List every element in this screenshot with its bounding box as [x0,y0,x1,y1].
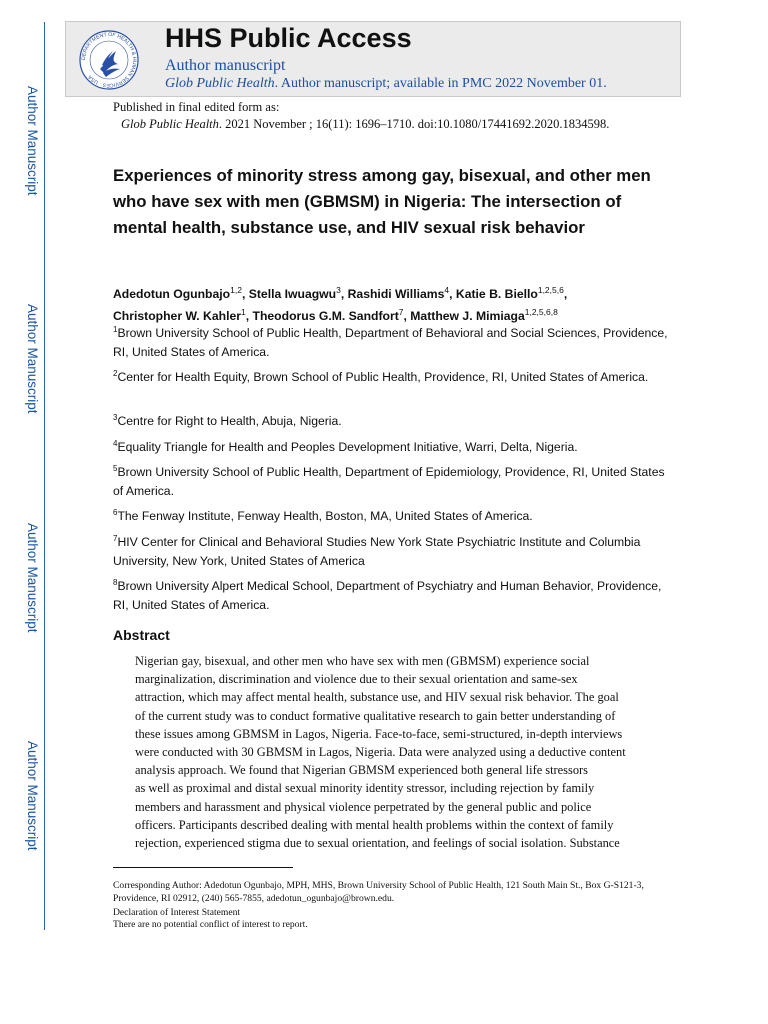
author-affiliation-marker: 4 [444,285,450,295]
author-separator: , [563,287,568,302]
affiliation [113,320,673,362]
author-name: Theodorus G.M. Sandfort [252,309,399,324]
citation-journal: Glob Public Health [121,117,219,131]
affiliation-number: 6 [113,508,118,517]
affiliation-number: 7 [113,534,118,543]
author-affiliation-marker: 7 [398,307,404,318]
abstract-line: analysis approach. We found that Nigerian GBMSM experienced both general life stressors [135,763,588,778]
affiliation-text: Brown University School of Public Health, Department of Epidemiology, Providence, RI, United States of America. [113,465,665,499]
citation-line [121,117,609,132]
affiliation-text: Brown University Alpert Medical School, Department of Psychiatry and Human Behavior, Providence, RI, United States of America. [113,579,662,613]
abstract-line: Nigerian gay, bisexual, and other men who have sex with men (GBMSM) experience social [135,654,590,668]
author-name: Rashidi Williams [347,287,445,302]
published-label: Published in final edited form as: [113,100,280,114]
side-label-author-manuscript: Author Manuscript [25,523,40,633]
author-name: Adedotun Ogunbajo [113,287,231,302]
affiliation [113,529,673,571]
hhs-eagle-logo-icon [78,29,140,91]
affiliation [113,459,673,501]
abstract-line: attraction, which may affect mental health, substance use, and HIV sexual risk behavior. The goal [135,690,619,705]
author-affiliation-marker: 1,2,5,6 [537,285,564,295]
side-label-author-manuscript: Author Manuscript [25,304,40,414]
author-separator: , [449,287,456,302]
affiliation-number: 1 [113,325,118,334]
availability-line [165,76,607,92]
author-name: Matthew J. Mimiaga [410,309,525,324]
affiliation-number: 3 [113,413,118,422]
abstract-line: rejection, experienced stigma due to sexual orientation, and feelings of social isolation. Substance [135,836,620,851]
author-affiliation-marker: 1 [241,307,246,318]
corresponding-author-note: Corresponding Author: Adedotun Ogunbajo, MPH, MHS, Brown University School of Public Health, 121 South Main St., Box G-S121-3, Providence, RI 02912, (240) 565-7855, adedotun_ogunbajo@brown.edu. [113,880,644,904]
author-name: Stella Iwuagwu [248,287,337,302]
affiliation [113,573,673,615]
article-title: Experiences of minority stress among gay, bisexual, and other men who have sex with men (GBMSM) in Nigeria: The intersection of mental health, substance use, and HIV sexual risk behavior [113,166,651,237]
affiliation-text: Brown University School of Public Health, Department of Behavioral and Social Sciences, Providence, RI, United States of America. [113,326,668,360]
affiliation-number: 2 [113,369,118,378]
affiliation-text: HIV Center for Clinical and Behavioral Studies New York State Psychiatric Institute and Columbia University, New York, United States of America [113,535,641,569]
declaration-text: There are no potential conflict of interest to report. [113,919,308,930]
author-affiliation-marker: 3 [336,285,341,295]
abstract-heading: Abstract [113,627,170,643]
hhs-header-banner [65,21,681,97]
abstract-line: members and harassment and physical violence perpetrated by the general public and police [135,799,592,814]
author-separator: , [245,309,253,324]
affiliation [113,364,673,387]
abstract-line: officers. Participants described dealing with mental health problems within the context of family [135,817,614,832]
footnote-divider [113,867,293,868]
affiliation [113,503,673,526]
author-separator: , [241,287,249,302]
abstract-line: marginalization, discrimination and violence due to their sexual orientation and same-sex [135,672,578,687]
side-label-author-manuscript: Author Manuscript [25,86,40,196]
abstract-line: as well as proximal and distal sexual minority identity stressor, including rejection by family [135,781,595,796]
affiliation-number: 8 [113,578,118,587]
affiliation-text: Center for Health Equity, Brown School of Public Health, Providence, RI, United States of America. [117,370,649,385]
author-manuscript-subtitle: Author manuscript [165,57,286,74]
affiliation-text: The Fenway Institute, Fenway Health, Boston, MA, United States of America. [117,509,533,524]
affiliation-text: Equality Triangle for Health and Peoples Development Initiative, Warri, Delta, Nigeria. [117,440,578,455]
declaration-title: Declaration of Interest Statement [113,907,241,918]
author-name: Katie B. Biello [455,287,538,302]
side-label-author-manuscript: Author Manuscript [25,741,40,851]
author-separator: , [340,287,348,302]
author-separator: , [403,309,411,324]
author-name: Christopher W. Kahler [113,309,241,324]
affiliation [113,434,673,457]
affiliation-number: 5 [113,464,118,473]
author-affiliation-marker: 1,2,5,6,8 [524,307,558,318]
abstract-line: of the current study was to conduct formative qualitative research to gain better understanding of [135,708,616,723]
author-list [113,281,673,325]
affiliation-number: 4 [113,439,118,448]
author-affiliation-marker: 1,2 [230,285,242,295]
abstract-body [135,652,635,852]
affiliation-text: Centre for Right to Health, Abuja, Nigeria. [117,414,342,429]
affiliation [113,408,673,431]
abstract-line: these issues among GBMSM in Lagos, Nigeria. Face-to-face, semi-structured, in-depth interviews [135,726,623,741]
availability-text: . Author manuscript; available in PMC 2022 November 01. [274,76,607,91]
citation-details: . 2021 November ; 16(11): 1696–1710. doi:10.1080/17441692.2020.1834598. [218,117,610,131]
side-divider [44,22,45,930]
abstract-line: were conducted with 30 GBMSM in Lagos, Nigeria. Data were analyzed using a deductive content [135,745,626,760]
journal-name: Glob Public Health [165,76,275,91]
logo-ring-text: DEPARTMENT OF HEALTH & HUMAN SERVICES · USA [80,31,138,89]
hhs-public-access-title: HHS Public Access [165,23,412,53]
